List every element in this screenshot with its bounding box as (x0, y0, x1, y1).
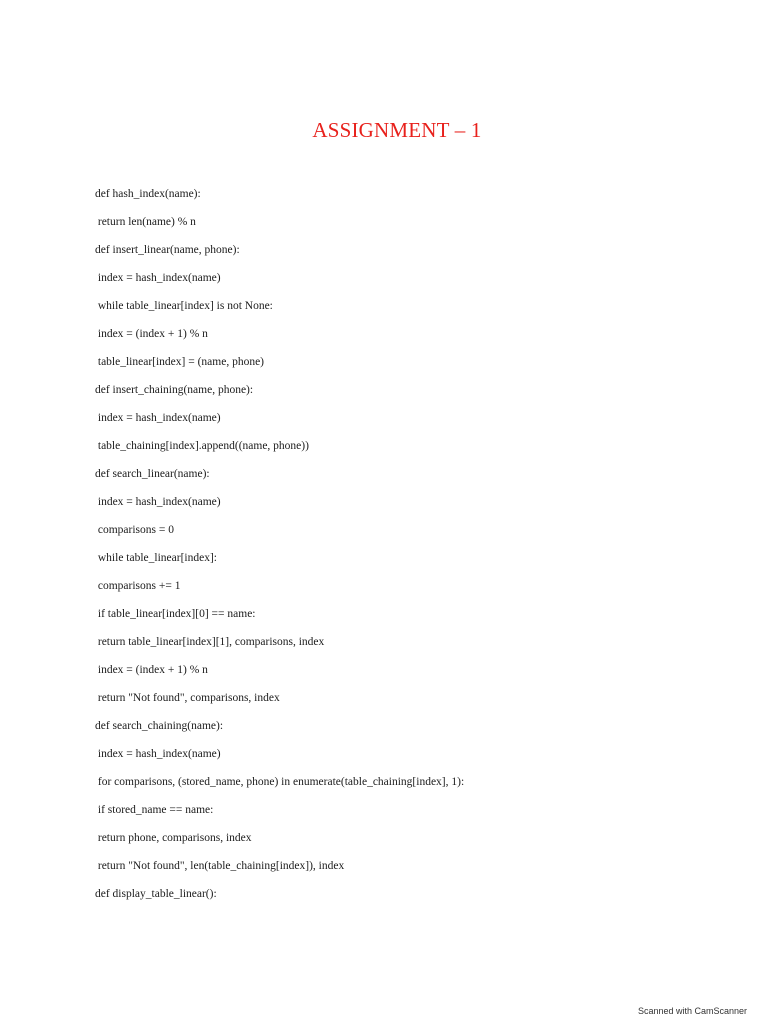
code-line: return "Not found", comparisons, index (95, 692, 280, 704)
code-line: return len(name) % n (95, 216, 196, 228)
code-line: while table_linear[index] is not None: (95, 300, 273, 312)
code-line: while table_linear[index]: (95, 552, 217, 564)
code-line: if table_linear[index][0] == name: (95, 608, 256, 620)
code-line: table_chaining[index].append((name, phone)) (95, 440, 309, 452)
code-line: index = hash_index(name) (95, 412, 221, 424)
code-line: for comparisons, (stored_name, phone) in enumerate(table_chaining[index], 1): (95, 776, 465, 788)
code-line: return "Not found", len(table_chaining[index]), index (95, 860, 345, 872)
camscanner-watermark: Scanned with CamScanner (637, 1006, 747, 1016)
code-line: def search_linear(name): (95, 468, 210, 480)
code-line: comparisons = 0 (95, 524, 174, 536)
code-line: table_linear[index] = (name, phone) (95, 356, 265, 368)
code-line: def insert_chaining(name, phone): (95, 384, 254, 396)
code-line: return table_linear[index][1], comparisons, index (95, 636, 325, 648)
code-line: def insert_linear(name, phone): (95, 244, 240, 256)
code-line: index = (index + 1) % n (95, 328, 208, 340)
code-line: index = (index + 1) % n (95, 664, 208, 676)
code-line: index = hash_index(name) (95, 496, 221, 508)
code-line: index = hash_index(name) (95, 272, 221, 284)
code-line: comparisons += 1 (95, 580, 181, 592)
code-line: index = hash_index(name) (95, 748, 221, 760)
code-line: return phone, comparisons, index (95, 832, 252, 844)
code-line: def hash_index(name): (95, 188, 201, 200)
code-line: def display_table_linear(): (95, 888, 217, 900)
code-line: def search_chaining(name): (95, 720, 224, 732)
code-line: if stored_name == name: (95, 804, 214, 816)
assignment-title: ASSIGNMENT – 1 (312, 118, 482, 142)
